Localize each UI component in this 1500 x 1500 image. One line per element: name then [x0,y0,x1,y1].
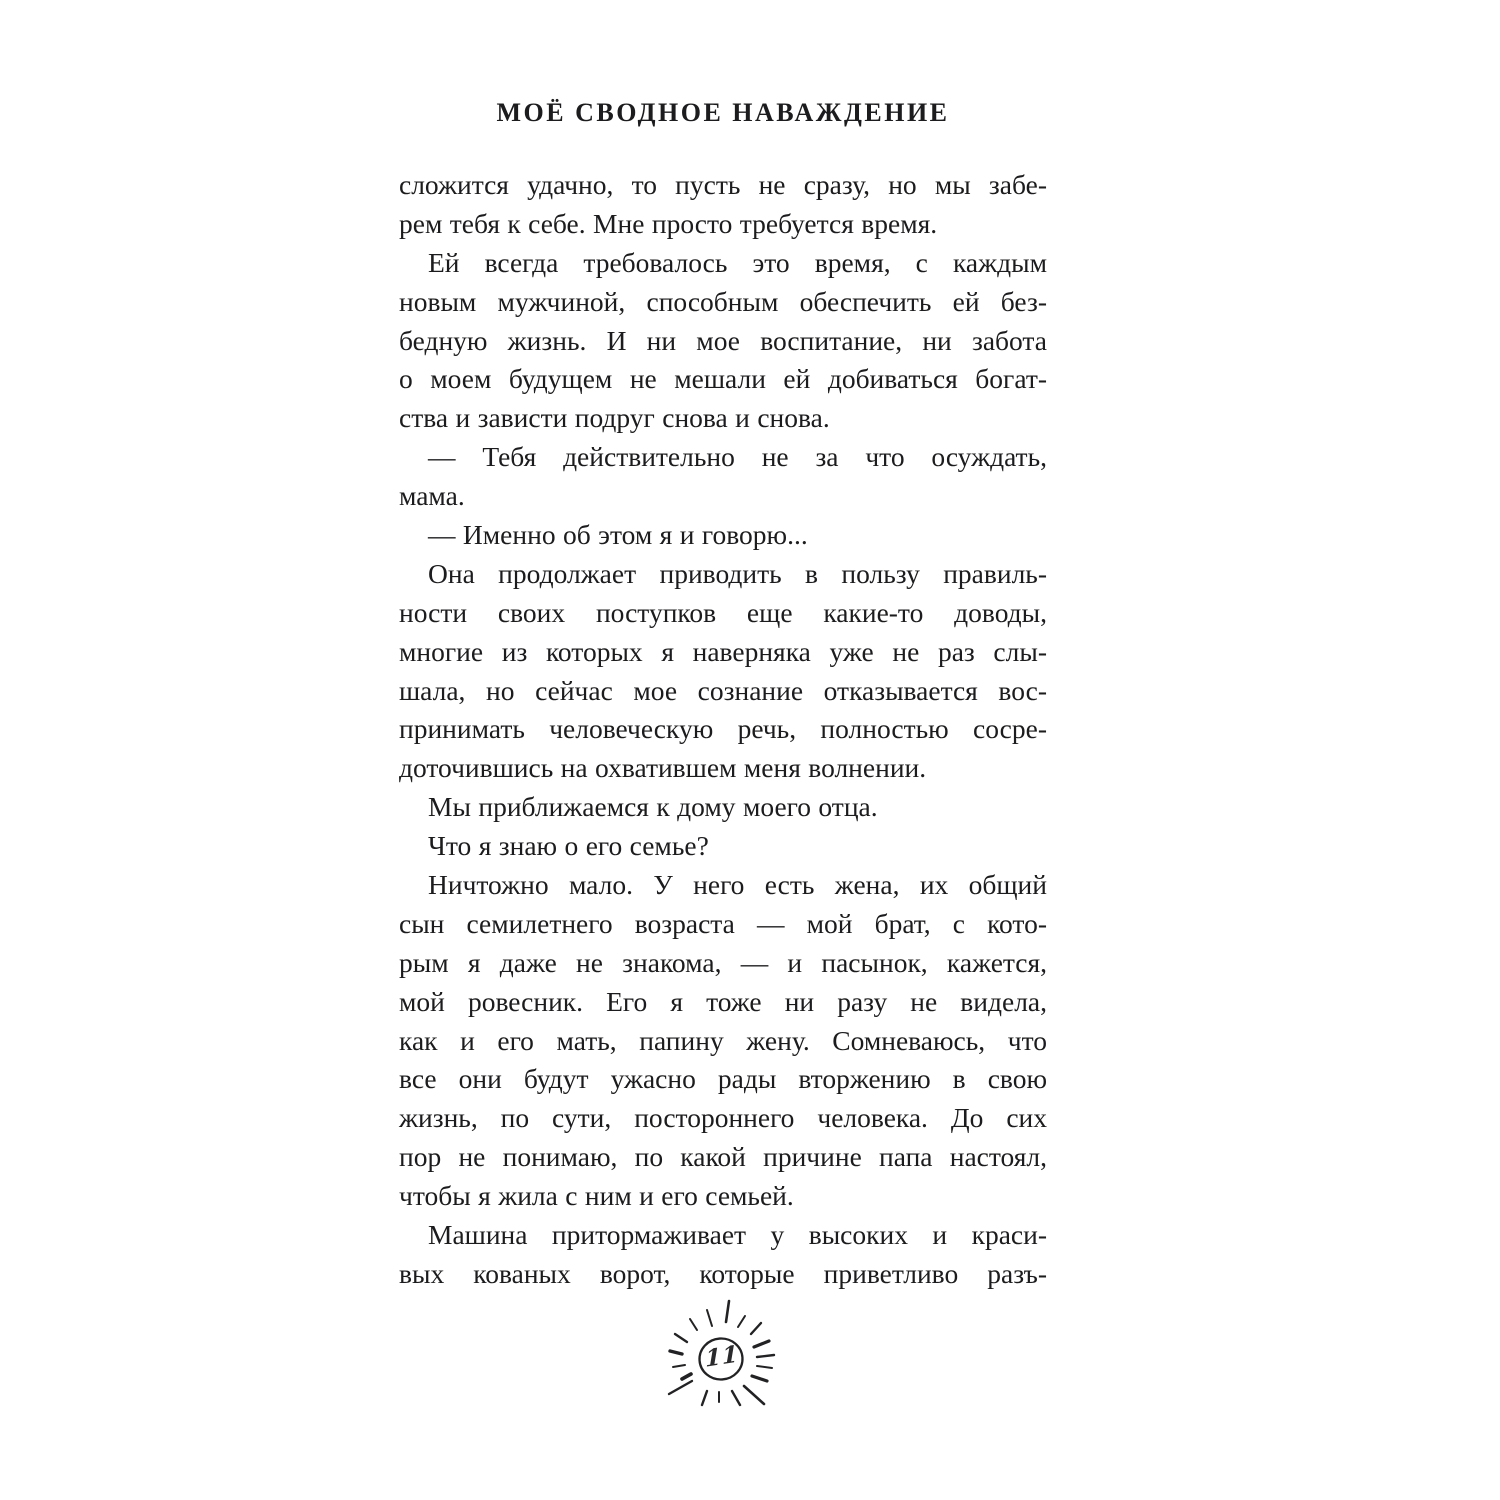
text-line: пор не понимаю, по какой причине папа настоял, [399,1141,1047,1173]
text-line: — Именно об этом я и говорю... [428,519,808,551]
text-line: Что я знаю о его семье? [428,830,709,862]
text-line: вых кованых ворот, которые приветливо разъ- [399,1257,1047,1289]
text-line: о моем будущем не мешали ей добиваться богат- [399,363,1047,395]
text-line: шала, но сейчас мое сознание отказывается вос- [399,674,1047,706]
text-line: Мы приближаемся к дому моего отца. [428,791,878,823]
body-text [399,166,1047,1294]
text-line: как и его мать, папину жену. Сомневаюсь, что [399,1024,1047,1056]
text-line: мама. [399,480,465,512]
page-number: 11 [704,1340,740,1373]
text-line: бедную жизнь. И ни мое воспитание, ни забота [399,324,1047,356]
text-line: жизнь, по сути, постороннего человека. До сих [399,1102,1047,1134]
text-line: Она продолжает приводить в пользу правиль- [428,557,1047,589]
text-line: рым я даже не знакома, — и пасынок, кажется, [399,946,1047,978]
text-line: сложится удачно, то пусть не сразу, но мы забе- [399,169,1047,200]
text-line: все они будут ужасно рады вторжению в свою [399,1063,1047,1095]
text-line: принимать человеческую речь, полностью сосре- [399,713,1047,745]
text-line: доточившись на охватившем меня волнении. [399,752,927,784]
text-line: ности своих поступков еще какие-то доводы, [399,596,1047,628]
text-line: мой ровесник. Его я тоже ни разу не видела, [399,985,1047,1017]
text-line: рем тебя к себе. Мне просто требуется время. [399,207,938,239]
text-line: Машина притормаживает у высоких и краси- [428,1219,1047,1251]
text-line: новым мужчиной, способным обеспечить ей без- [399,285,1047,317]
text-line: — Тебя действительно не за что осуждать, [428,441,1047,473]
text-line: Ей всегда требовалось это время, с каждым [428,246,1047,278]
running-head-title: МОЁ СВОДНОЕ НАВАЖДЕНИЕ [496,98,950,127]
text-line: ства и зависти подруг снова и снова. [399,402,830,434]
text-line: чтобы я жила с ним и его семьей. [399,1180,794,1212]
text-line: Ничтожно мало. У него есть жена, их общий [428,869,1047,901]
text-line: сын семилетнего возраста — мой брат, с кото- [399,907,1047,939]
text-line: многие из которых я наверняка уже не раз слы- [399,635,1047,667]
